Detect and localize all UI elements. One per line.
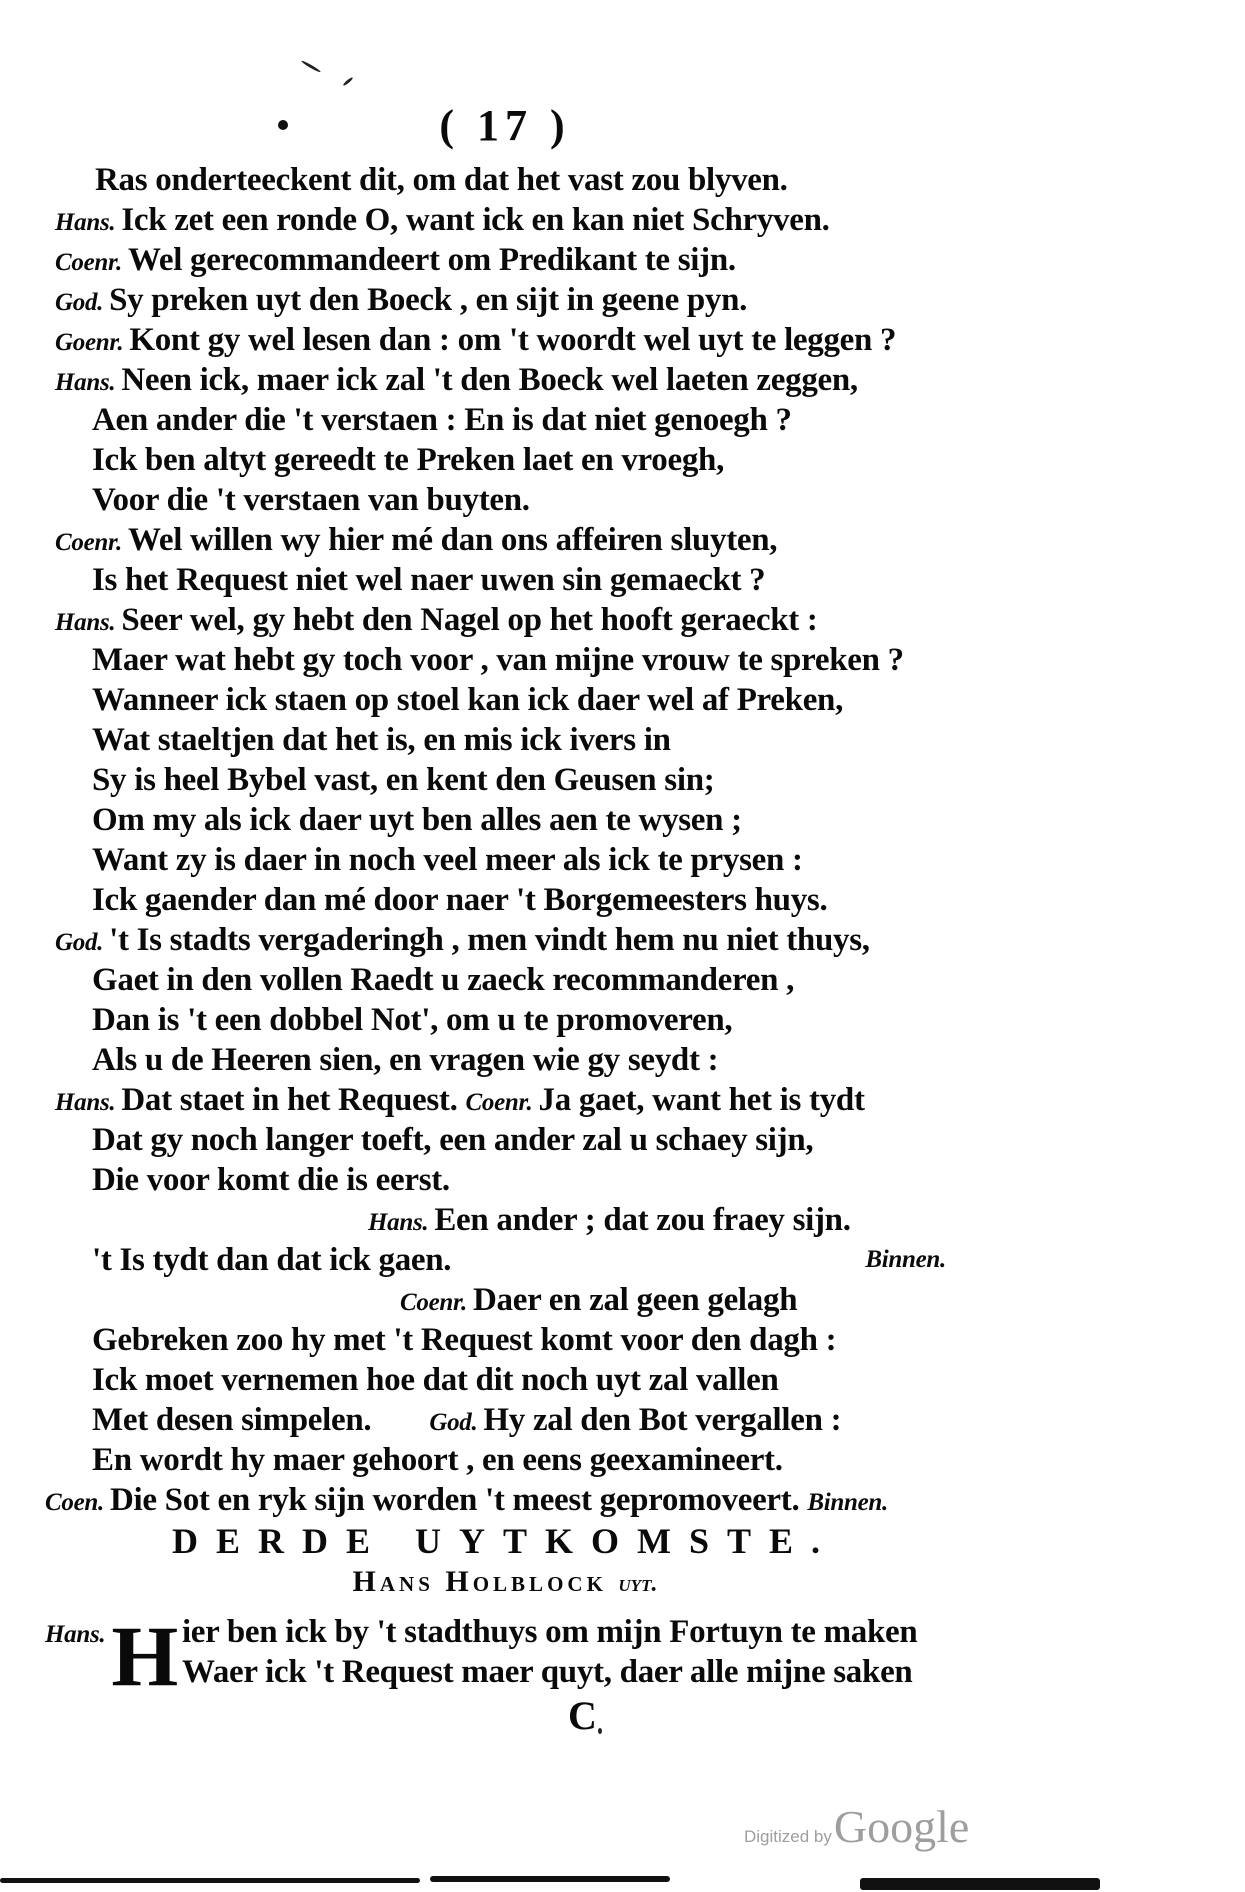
ink-speck: [301, 60, 322, 74]
text-line: Want zy is daer in noch veel meer als ick te prysen :: [92, 842, 803, 878]
ink-speck: [598, 1728, 602, 1734]
dialogue-line: Goenr. Kont gy wel lesen dan : om 't woordt wel uyt te leggen ?: [55, 322, 897, 358]
speaker-label: Coenr.: [400, 1289, 467, 1316]
speaker-label: Hans.: [55, 1089, 116, 1116]
stage-direction: Binnen.: [807, 1489, 888, 1516]
speaker-label: Coenr.: [55, 249, 122, 276]
dialogue-line: Hans. Een ander ; dat zou fraey sijn.: [368, 1202, 851, 1238]
text-line: 't Is tydt dan dat ick gaen. Binnen.: [92, 1242, 946, 1278]
text-line: En wordt hy maer gehoort , en eens geexamineert.: [92, 1442, 783, 1478]
text-line: Voor die 't verstaen van buyten.: [92, 482, 530, 518]
text-line: Wat staeltjen dat het is, en mis ick ivers in: [92, 722, 671, 758]
speaker-label: God.: [55, 929, 104, 956]
text-line: Ras onderteeckent dit, om dat het vast zou blyven.: [95, 162, 788, 198]
scan-edge-artifact: [0, 1878, 420, 1883]
text-line: Gaet in den vollen Raedt u zaeck recommanderen ,: [92, 962, 795, 998]
text-line: Dat gy noch langer toeft, een ander zal u schaey sijn,: [92, 1122, 814, 1158]
text-line: Sy is heel Bybel vast, en kent den Geusen sin;: [92, 762, 715, 798]
speaker-label: Hans.: [45, 1621, 106, 1648]
text-line: Ick gaender dan mé door naer 't Borgemeesters huys.: [92, 882, 828, 918]
stage-direction: Binnen.: [865, 1246, 946, 1273]
speaker-label: Hans.: [55, 369, 116, 396]
speaker-label: Hans.: [55, 209, 116, 236]
speaker-label: Hans.: [55, 609, 116, 636]
speaker-label: God.: [55, 289, 104, 316]
dialogue-line: Hans.H ier ben ick by 't stadthuys om mijn Fortuyn te maken Waer ick 't Request maer quyt, daer alle mijne saken: [45, 1608, 918, 1704]
dialogue-line: God. Sy preken uyt den Boeck , en sijt in geene pyn.: [55, 282, 748, 318]
dialogue-line: Coen. Die Sot en ryk sijn worden 't meest gepromoveert. Binnen.: [45, 1482, 888, 1518]
text-line: Ick ben altyt gereedt te Preken laet en vroegh,: [92, 442, 725, 478]
digitized-watermark: Digitized byGoogle: [744, 1801, 970, 1852]
dialogue-line: God. 't Is stadts vergaderingh , men vindt hem nu niet thuys,: [55, 922, 870, 958]
text-line: Die voor komt die is eerst.: [92, 1162, 450, 1198]
speaker-label: Coenr.: [55, 529, 122, 556]
text-line: Is het Request niet wel naer uwen sin gemaeckt ?: [92, 562, 766, 598]
signature-mark: C: [568, 1693, 597, 1738]
text-line: Wanneer ick staen op stoel kan ick daer wel af Preken,: [92, 682, 844, 718]
drop-cap: H: [111, 1608, 178, 1704]
section-title: DERDE UYTKOMSTE.: [171, 1521, 839, 1561]
dialogue-line: Hans. Neen ick, maer ick zal 't den Boeck wel laeten zeggen,: [55, 362, 858, 398]
text-line: Dan is 't een dobbel Not', om u te promoveren,: [92, 1002, 733, 1038]
speaker-label: Hans.: [368, 1209, 429, 1236]
text-line: Ick moet vernemen hoe dat dit noch uyt zal vallen: [92, 1362, 779, 1398]
dialogue-line: Coenr. Wel gerecommandeert om Predikant te sijn.: [55, 242, 736, 278]
ink-speck: [278, 120, 288, 130]
dialogue-line: Met desen simpelen. God. Hy zal den Bot vergallen :: [92, 1402, 842, 1438]
dialogue-line: Coenr. Wel willen wy hier mé dan ons affeiren sluyten,: [55, 522, 778, 558]
ink-speck: [342, 76, 353, 86]
text-line: Maer wat hebt gy toch voor , van mijne vrouw te spreken ?: [92, 642, 904, 678]
page-number: ( 17 ): [0, 100, 1010, 151]
scan-edge-artifact: [860, 1878, 1100, 1890]
speaker-label: Coenr.: [465, 1089, 533, 1116]
speaker-label: Coen.: [45, 1489, 104, 1516]
dialogue-line: Coenr. Daer en zal geen gelagh: [400, 1282, 798, 1318]
dialogue-line: Hans. Ick zet een ronde O, want ick en kan niet Schryven.: [55, 202, 830, 238]
scan-edge-artifact: [430, 1876, 670, 1882]
speaker-label: God.: [429, 1409, 478, 1436]
dialogue-line: Hans. Seer wel, gy hebt den Nagel op het hooft geraeckt :: [55, 602, 818, 638]
speaker-label: Goenr.: [55, 329, 124, 356]
text-line: Aen ander die 't verstaen : En is dat niet genoegh ?: [92, 402, 792, 438]
text-line: Gebreken zoo hy met 't Request komt voor den dagh :: [92, 1322, 837, 1358]
text-line: Om my als ick daer uyt ben alles aen te wysen ;: [92, 802, 742, 838]
text-line: Als u de Heeren sien, en vragen wie gy seydt :: [92, 1042, 719, 1078]
dialogue-line: Hans. Dat staet in het Request. Coenr. Ja gaet, want het is tydt: [55, 1082, 865, 1118]
section-subtitle: Hans Holblock uyt.: [352, 1565, 658, 1598]
google-logo: Google: [833, 1801, 970, 1852]
